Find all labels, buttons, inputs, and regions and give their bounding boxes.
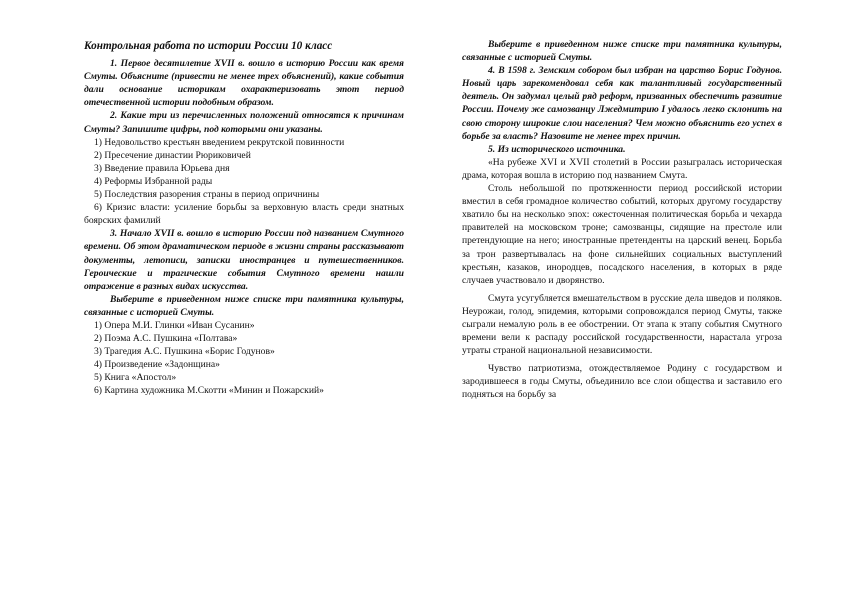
source-paragraph-1: «На рубеже XVI и XVII столетий в России разыгралась историческая драма, которая вошла в историю под названием Смута. xyxy=(462,156,782,181)
option-item: 4) Реформы Избранной рады xyxy=(94,175,213,187)
option-item: 4) Произведение «Задонщина» xyxy=(94,359,220,371)
option-item: 1) Опера М.И. Глинки «Иван Сусанин» xyxy=(94,319,255,331)
option-item: 2) Пресечение династии Рюриковичей xyxy=(94,149,251,161)
option-item: 2) Поэма А.С. Пушкина «Полтава» xyxy=(94,333,238,345)
option-item: 5) Последствия разорения страны в период опричнины xyxy=(94,189,320,201)
question-3: 3. Начало XVII в. вошло в историю России под названием Смутного времени. Об этом драматическом периоде в жизни страны рассказывают документы, летописи, записки иностранцев и путешественников. Героические и трагические события Смутного времени нашли отражение в разных видах искусства. xyxy=(84,228,404,292)
page-title: Контрольная работа по истории России 10 класс xyxy=(84,40,333,52)
option-item: 3) Трагедия А.С. Пушкина «Борис Годунов» xyxy=(94,346,275,358)
question-1: 1. Первое десятилетие XVII в. вошло в историю России как время Смуты. Объясните (привести не менее трех объяснений), какие события дали основание историкам охарактеризовать этот период отечественной истории подобным образом. xyxy=(84,58,404,109)
question-3-prompt: Выберите в приведенном ниже списке три памятника культуры, связанные с историей Смуты. xyxy=(84,293,404,318)
source-paragraph-3: Смута усугубляется вмешательством в русские дела шведов и поляков. Неурожаи, голод, эпидемия, которыми сопровождался период Смуты, также сыграли немалую роль в ее обострении. От этапа к этапу события Смутного времени вели к распаду российской государственности, нарастала угроза утраты страной национальной независимости. xyxy=(462,292,782,357)
question-2: 2. Какие три из перечисленных положений относятся к причинам Смуты? Запишите цифры, под которыми они указаны. xyxy=(84,110,404,135)
right-column xyxy=(462,38,782,402)
option-item: 3) Введение правила Юрьева дня xyxy=(94,162,230,174)
option-item: 6) Картина художника М.Скотти «Минин и Пожарский» xyxy=(94,385,324,397)
question-3-prompt-repeat: Выберите в приведенном ниже списке три памятника культуры, связанные с историей Смуты. xyxy=(462,39,782,64)
question-3-options xyxy=(84,319,404,398)
source-paragraph-2: Столь небольшой по протяженности период российской истории вместил в себя громадное количество событий, которых другому государству хватило бы на несколько эпох: ожесточенная политическая борьба и чехарда правителей на московском троне; самозванцы, сидящие на престоле или претендующие на него; иностранные претенденты на царский венец. Борьба за трон развертывалась на фоне сильнейших социальных выступлений крестьян, казаков, инородцев, посадского населения, в которых в ряде случаев участвовало и дворянство. xyxy=(462,183,782,286)
question-4: 4. В 1598 г. Земским собором был избран на царство Борис Годунов. Новый царь зарекомендовал себя как талантливый государственный деятель. Он задумал целый ряд реформ, призванных обеспечить развитие России. Почему же самозванцу Лжедмитрию I удалось легко склонить на свою сторону широкие слои населения? Чем можно объяснить его успех в борьбе за власть? Назовите не менее трех причин. xyxy=(462,65,782,142)
source-paragraph-4: Чувство патриотизма, отождествляемое Родину с государством и зародившееся в годы Смуты, объединило все слои общества и заставило его подняться на борьбу за xyxy=(462,363,782,401)
question-2-options xyxy=(84,136,404,228)
left-column xyxy=(84,38,404,398)
option-item: 1) Недовольство крестьян введением рекрутской повинности xyxy=(94,136,345,148)
question-5: 5. Из исторического источника. xyxy=(488,143,626,155)
option-item: 5) Книга «Апостол» xyxy=(94,372,177,384)
option-item: 6) Кризис власти: усиление борьбы за верховную власть среди знатных боярских фамилий xyxy=(84,202,404,227)
